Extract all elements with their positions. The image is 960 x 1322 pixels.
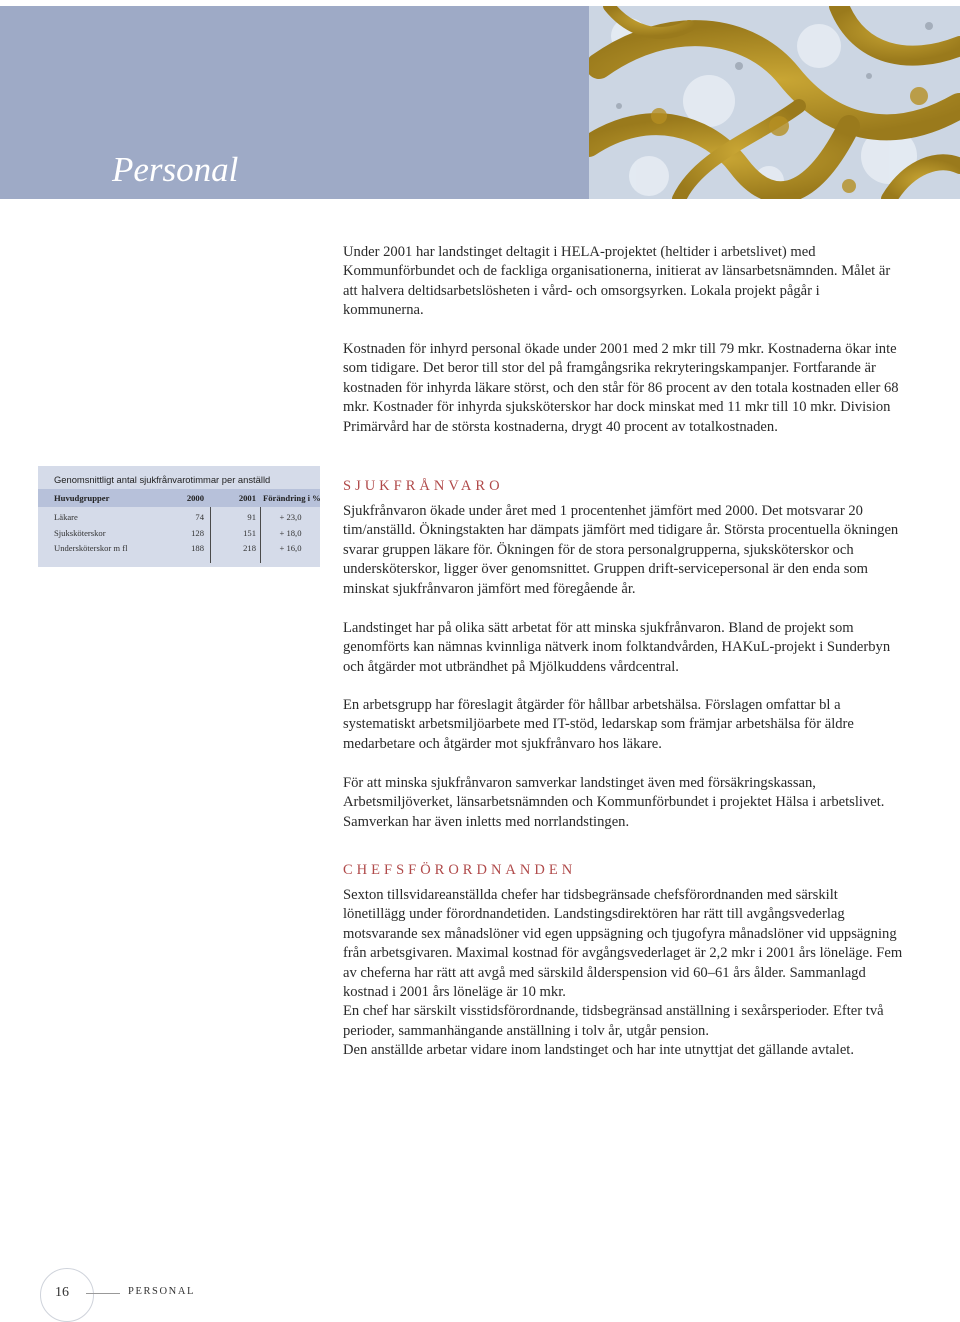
section-heading-sjukfranvaro: SJUKFRÅNVARO — [343, 478, 504, 494]
footer-section-label: PERSONAL — [128, 1286, 196, 1297]
table-cell: 91 — [247, 512, 256, 522]
section-heading-chefsforordnanden: CHEFSFÖRORDNANDEN — [343, 862, 577, 878]
sjukfranvaro-paragraph-3 — [343, 696, 903, 754]
sjukfranvaro-text-4: För att minska sjukfrånvaron samverkar landstinget även med försäkringskassan, Arbetsmiljöverket, länsarbetsnämnden och Kommunförbundet i projektet Hälsa i arbetslivet. Samverkan har även inletts med norrlandstingen. — [343, 775, 885, 830]
table-cell: 218 — [243, 543, 256, 553]
table-row — [38, 525, 320, 541]
table-caption: Genomsnittligt antal sjukfrånvarotimmar per anställd — [54, 474, 271, 485]
intro-paragraph-2 — [343, 340, 903, 437]
chefsforordnanden-text-3: Den anställde arbetar vidare inom landstinget och har inte utnyttjat det gällande avtalet. — [343, 1042, 855, 1059]
intro-paragraph-1 — [343, 243, 903, 321]
footer-rule — [86, 1293, 120, 1294]
table-cell: + 18,0 — [279, 527, 302, 538]
table-cell: Sjuksköterskor — [54, 527, 106, 538]
sjukfranvaro-text-3: En arbetsgrupp har föreslagit åtgärder för hållbar arbetshälsa. Förslagen omfattar bl a systematiskt arbetsmiljöarbete med IT-stöd, ledarskap som främjar arbetshälsa för äldre medarbetare och åtgärder mot sjukfrånvaro hos läkare. — [343, 697, 854, 752]
table-cell: Läkare — [54, 512, 78, 522]
table-cell: 151 — [243, 527, 256, 538]
table-cell: + 23,0 — [279, 512, 302, 522]
column-header-2000: 2000 — [186, 493, 204, 503]
chefsforordnanden-paragraph-1 — [343, 886, 903, 1061]
table-cell: 74 — [195, 512, 204, 522]
sjukfranvaro-paragraph-2 — [343, 619, 903, 677]
sick-leave-table — [38, 489, 320, 556]
column-header-2001: 2001 — [238, 493, 256, 503]
intro-text-1: Under 2001 har landstinget deltagit i HELA-projektet (heltider i arbetslivet) med Kommunförbundet och de fackliga organisationerna, initierat av länsarbetsnämnden. Målet är att halvera deltidsarbetslösheten i vård- och omsorgsyrken. Lokala projekt pågår i kommunerna. — [343, 244, 891, 319]
sjukfranvaro-text-1: Sjukfrånvaron ökade under året med 1 procentenhet jämfört med 2000. Det motsvarar 20 tim/anställd. Ökningstakten har dämpats jämfört med tidigare år. Största procentuella ökningen svarar gruppen läkare för. Ökningen för de stora personalgrupperna, sjuksköterskor och undersköterskor, ligger över genomsnittet. Gruppen drift-servicepersonal är den enda som minskat sjukfrånvaron jämfört med föregående år. — [343, 503, 899, 597]
chefsforordnanden-text-2: En chef har särskilt visstidsförordnande, tidsbegränsad anställning i sexårsperioder. Efter två perioder, sammanhängande anställning i tolv år, utgår pension. — [343, 1003, 884, 1039]
intro-text-2: Kostnaden för inhyrd personal ökade under 2001 med 2 mkr till 79 mkr. Kostnaderna ökar inte som tidigare. Det beror till stor del på framgångsrika rekryteringskampanjer. Fortfarande är kostnaden för inhyrda läkare störst, och den står för 86 procent av den totala kostnaden eller 68 mkr. Kostnader för inhyrda sjuksköterskor har dock minskat med 11 mkr till 10 mkr. Division Primärvård har de största kostnaderna, drygt 40 procent av totalkostnaden. — [343, 341, 899, 435]
table-divider — [210, 507, 211, 563]
column-header-change: Förändring i % — [263, 493, 321, 503]
table-row — [38, 509, 320, 525]
table-cell: + 16,0 — [279, 543, 302, 553]
page-title: Personal — [112, 150, 239, 189]
page-number: 16 — [55, 1285, 69, 1300]
table-cell: 128 — [191, 527, 204, 538]
sjukfranvaro-text-2: Landstinget har på olika sätt arbetat för att minska sjukfrånvaron. Bland de projekt som genomförts kan nämnas kvinnliga nätverk inom folktandvården, HAKuL-projekt i Sunderbyn och åtgärder mot utbrändhet på Mjölkuddens vårdcentral. — [343, 620, 891, 675]
table-cell: Undersköterskor m fl — [54, 543, 128, 553]
chefsforordnanden-text-1: Sexton tillsvidareanställda chefer har tidsbegränsade chefsförordnanden med särskilt lönetillägg under förordnandetiden. Landstingsdirektören har rätt till avgångsvederlag motsvarande sex månadslöner vid egen uppsägning och tjugofyra månadslöner vid uppsägning från arbetsgivaren. Maximal kostnad för avgångsvederlaget är 2,2 mkr i 2001 års löneläge. Fem av cheferna har rätt att avgå med särskild ålderspension vid 60–61 års ålder. Sammanlagd kostnad i 2001 års löneläge är 10 mkr. — [343, 887, 903, 1001]
column-header-group: Huvudgrupper — [54, 493, 110, 503]
lichen-photo — [589, 6, 960, 199]
table-cell: 188 — [191, 543, 204, 553]
table-divider — [260, 507, 261, 563]
table-header-row — [38, 489, 320, 507]
sjukfranvaro-paragraph-1 — [343, 502, 903, 599]
table-row — [38, 540, 320, 556]
sjukfranvaro-paragraph-4 — [343, 774, 903, 832]
